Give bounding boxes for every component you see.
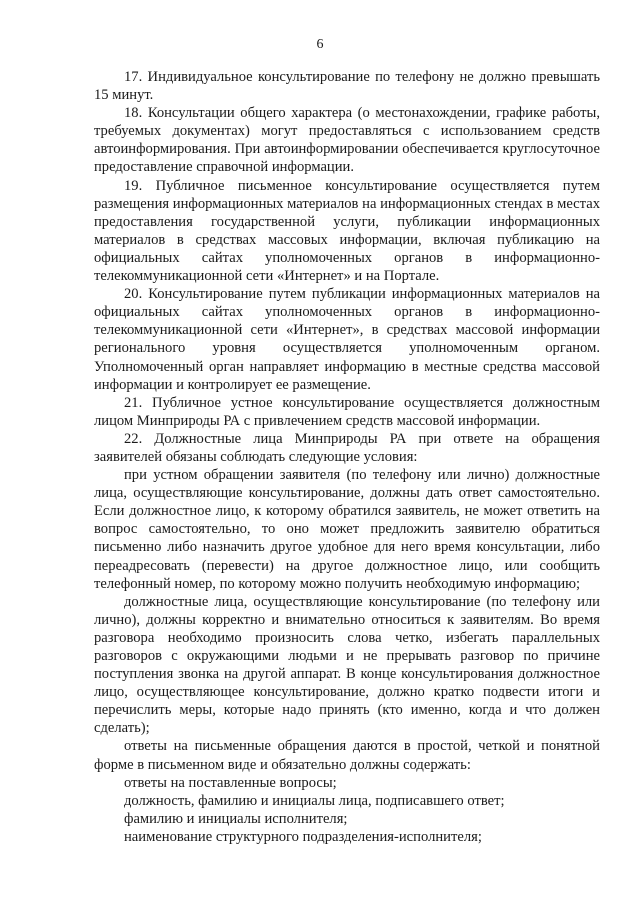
page-number: 6: [316, 37, 324, 52]
paragraph-17: 17. Индивидуальное консультирование по телефону не должно превышать 15 минут.: [94, 69, 600, 104]
list-item-executor: фамилию и инициалы исполнителя;: [124, 810, 348, 827]
paragraph-18: 18. Консультации общего характера (о местонахождении, графике работы, требуемых документах) могут предоставляться с использованием средств автоинформирования. При автоинформировании обеспечивается круглосуточное предоставление справочной информации.: [94, 105, 600, 176]
condition-oral-request: при устном обращении заявителя (по телефону или лично) должностные лица, осуществляющие консультирование, должны дать ответ самостоятельно. Если должностное лицо, к которому обратился заявитель, не может ответить на вопрос самостоятельно, то оно может предложить заявителю обратиться письменно либо назначить другое удобное для него время консультации, либо переадресовать (перевести) на другое должностное лицо, или сообщить телефонный номер, по которому можно получить необходимую информацию;: [94, 467, 600, 592]
list-item-signer: должность, фамилию и инициалы лица, подписавшего ответ;: [124, 792, 505, 809]
list-item-department: наименование структурного подразделения-исполнителя;: [124, 828, 482, 845]
paragraph-20: 20. Консультирование путем публикации информационных материалов на официальных сайтах уполномоченных органов в информационно-телекоммуникационной сети «Интернет», в средствах массовой информации регионального уровня осуществляется уполномоченным органом. Уполномоченный орган направляет информацию в местные средства массовой информации и контролирует ее размещение.: [94, 286, 600, 393]
paragraph-22: 22. Должностные лица Минприроды РА при ответе на обращения заявителей обязаны соблюдать следующие условия:: [94, 430, 600, 465]
paragraph-21: 21. Публичное устное консультирование осуществляется должностным лицом Минприроды РА с привлечением средств массовой информации.: [94, 394, 600, 429]
paragraph-19: 19. Публичное письменное консультирование осуществляется путем размещения информационных материалов на информационных стендах в местах предоставления государственной услуги, публикации информационных материалов в средствах массовых информации, включая публикацию на официальных сайтах уполномоченных органов в информационно-телекоммуникационной сети «Интернет» и на Портале.: [94, 177, 600, 285]
condition-written-answers: ответы на письменные обращения даются в простой, четкой и понятной форме в письменном виде и обязательно должны содержать:: [94, 738, 600, 773]
condition-conduct: должностные лица, осуществляющие консультирование (по телефону или лично), должны корректно и внимательно относиться к заявителям. Во время разговора необходимо произносить слова четко, избегать параллельных разговоров с окружающими людьми и не прерывать разговор по причине поступления звонка на другой аппарат. В конце консультирования должностное лицо, осуществляющее консультирование, должно кратко подвести итоги и перечислить меры, которые надо принять (кто именно, когда и что должен сделать);: [94, 593, 600, 737]
document-body: [94, 68, 600, 846]
list-item-answers: ответы на поставленные вопросы;: [124, 774, 337, 791]
